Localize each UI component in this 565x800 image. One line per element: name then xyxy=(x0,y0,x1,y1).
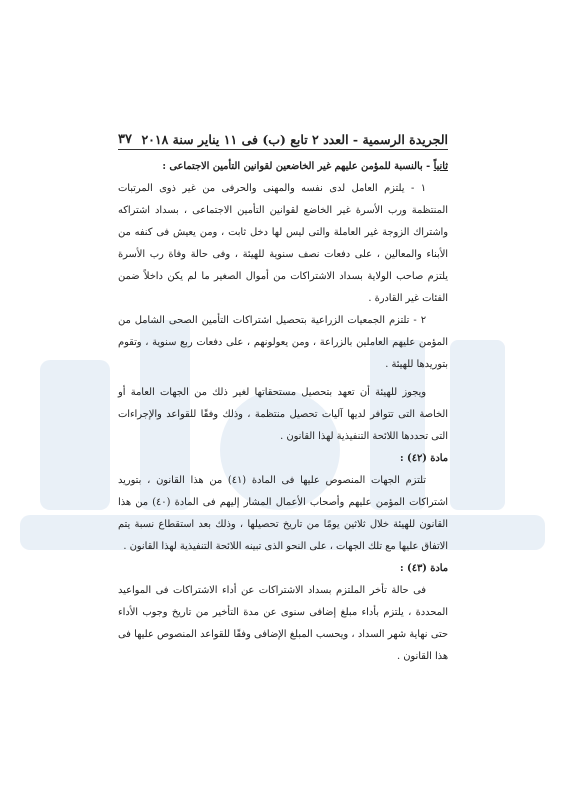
header-title: الجريدة الرسمية - العدد ٢ تابع (ب) فى ١١ يناير سنة ٢٠١٨ xyxy=(141,131,448,147)
page-header xyxy=(118,131,448,147)
page-number: ٣٧ xyxy=(118,131,132,147)
list-item: ١ - يلتزم العامل لدى نفسه والمهنى والحرفى من غير ذوى المرتبات المنتظمة ورب الأسرة غير الخاضع لقوانين التأمين الاجتماعى ، بسداد اشتراكه واشتراك الزوجة غير العاملة والتى ليس لها دخل ثابت ، ومن يعيش فى كنفه من الأبناء والمعالين ، على دفعات نصف سنوية للهيئة ، وفى حالة وفاة رب الأسرة يلتزم صاحب الولاية بسداد الاشتراكات من أموال الصغير ما لم يكن داخلاً ضمن الفئات غير القادرة . xyxy=(118,183,448,304)
article-text: تلتزم الجهات المنصوص عليها فى المادة (٤١) من هذا القانون ، بتوريد اشتراكات المؤمن عليهم وأصحاب الأعمال المشار إليهم فى المادة (٤٠) من هذا القانون للهيئة خلال ثلاثين يومًا من تاريخ تحصيلها ، وذلك بعد استقطاع نسبة يتم الاتفاق عليها مع تلك الجهات ، على النحو الذى تبينه اللائحة التنفيذية لهذا القانون . xyxy=(118,475,449,552)
section-heading xyxy=(118,156,448,178)
article-title: مادة (٤٣) : xyxy=(400,563,448,574)
article-title: مادة (٤٢) : xyxy=(400,453,448,464)
paragraph-extra: ويجوز للهيئة أن تعهد بتحصيل مستحقاتها لغير ذلك من الجهات العامة أو الخاصة التى تتوافر لديها آليات تحصيل منتظمة ، وذلك وفقًا للقواعد والإجراءات التى تحددها اللائحة التنفيذية لهذا القانون . xyxy=(118,387,448,442)
section-heading-text: - بالنسبة للمؤمن عليهم غير الخاضعين لقوانين التأمين الاجتماعى : xyxy=(162,161,431,172)
document-body xyxy=(118,156,448,668)
section-lead: ثانياً xyxy=(433,161,448,172)
article-text: فى حالة تأخر الملتزم بسداد الاشتراكات عن أداء الاشتراكات فى المواعيد المحددة ، يلتزم بأداء مبلغ إضافى سنوى عن مدة التأخير من تاريخ وجوب الأداء حتى نهاية شهر السداد ، ويحسب المبلغ الإضافى وفقًا للقواعد المنصوص عليها فى هذا القانون . xyxy=(118,585,448,662)
header-rule xyxy=(118,149,448,150)
list-item: ٢ - تلتزم الجمعيات الزراعية بتحصيل اشتراكات التأمين الصحى الشامل من المؤمن عليهم العاملين بالزراعة ، ومن يعولونهم ، على دفعات ربع سنوية ، وتقوم بتوريدها للهيئة . xyxy=(118,315,448,370)
